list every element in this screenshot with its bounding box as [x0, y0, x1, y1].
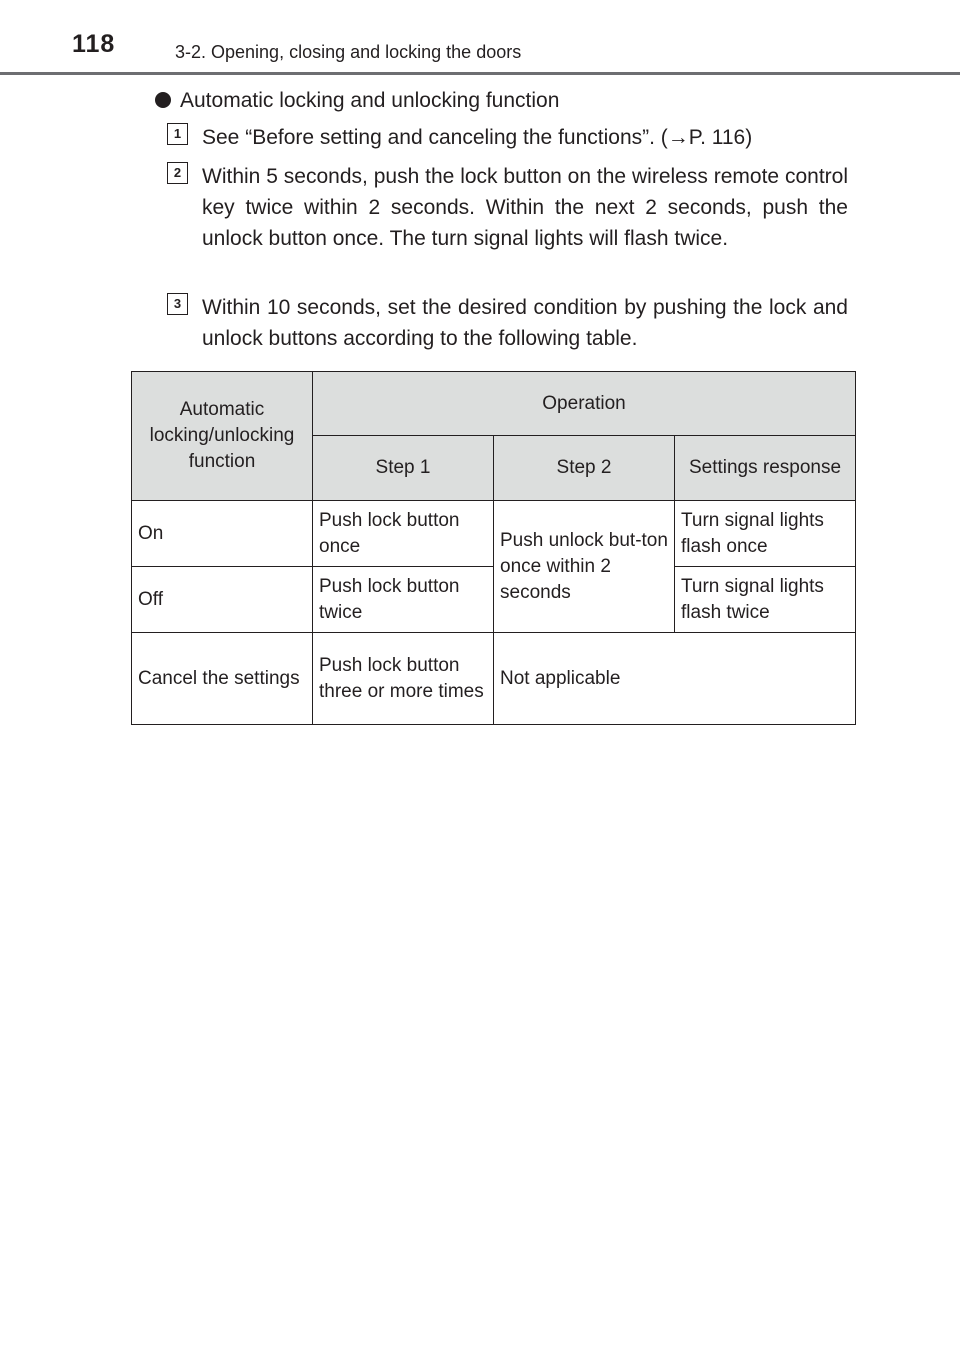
section-heading: [155, 88, 559, 114]
cell-step1: Push lock button once: [313, 501, 494, 567]
cell-not-applicable: Not applicable: [494, 633, 856, 725]
cell-response: Turn signal lights flash once: [675, 501, 856, 567]
cell-function: Cancel the settings: [132, 633, 313, 725]
table-header-row: [132, 372, 856, 436]
step-number-badge: 1: [167, 123, 188, 145]
step-number-badge: 2: [167, 162, 188, 184]
cell-step2: Push unlock but-ton once within 2 seconds: [494, 501, 675, 633]
step-text: See “Before setting and canceling the functions”. (→P. 116): [202, 126, 753, 149]
cell-step1: Push lock button twice: [313, 567, 494, 633]
header-step1: Step 1: [313, 436, 494, 501]
cell-function: On: [132, 501, 313, 567]
step-3: [167, 292, 848, 354]
heading-text: Automatic locking and unlocking function: [180, 89, 560, 112]
header-step2: Step 2: [494, 436, 675, 501]
step-text: Within 5 seconds, push the lock button on the wireless remote control key twice within 2 seconds. Within the next 2 seconds, push the unlock button once. The turn signal lights will flash twice.: [202, 165, 848, 250]
cell-response: Turn signal lights flash twice: [675, 567, 856, 633]
step-2: [167, 161, 848, 254]
header-response: Settings response: [675, 436, 856, 501]
header-divider: [0, 72, 960, 75]
cell-step1: Push lock button three or more times: [313, 633, 494, 725]
header-function: Automatic locking/unlocking function: [132, 372, 313, 501]
header-operation: Operation: [313, 372, 856, 436]
table-row: [132, 501, 856, 567]
step-1: [167, 122, 848, 153]
table-row: [132, 633, 856, 725]
step-number-badge: 3: [167, 293, 188, 315]
section-title: 3-2. Opening, closing and locking the doors: [175, 42, 522, 62]
step-text: Within 10 seconds, set the desired condition by pushing the lock and unlock buttons according to the following table.: [202, 296, 848, 350]
page-header: [0, 0, 960, 76]
cell-function: Off: [132, 567, 313, 633]
page-number: 118: [72, 30, 116, 58]
settings-table: [131, 371, 856, 725]
bullet-icon: [155, 92, 171, 108]
